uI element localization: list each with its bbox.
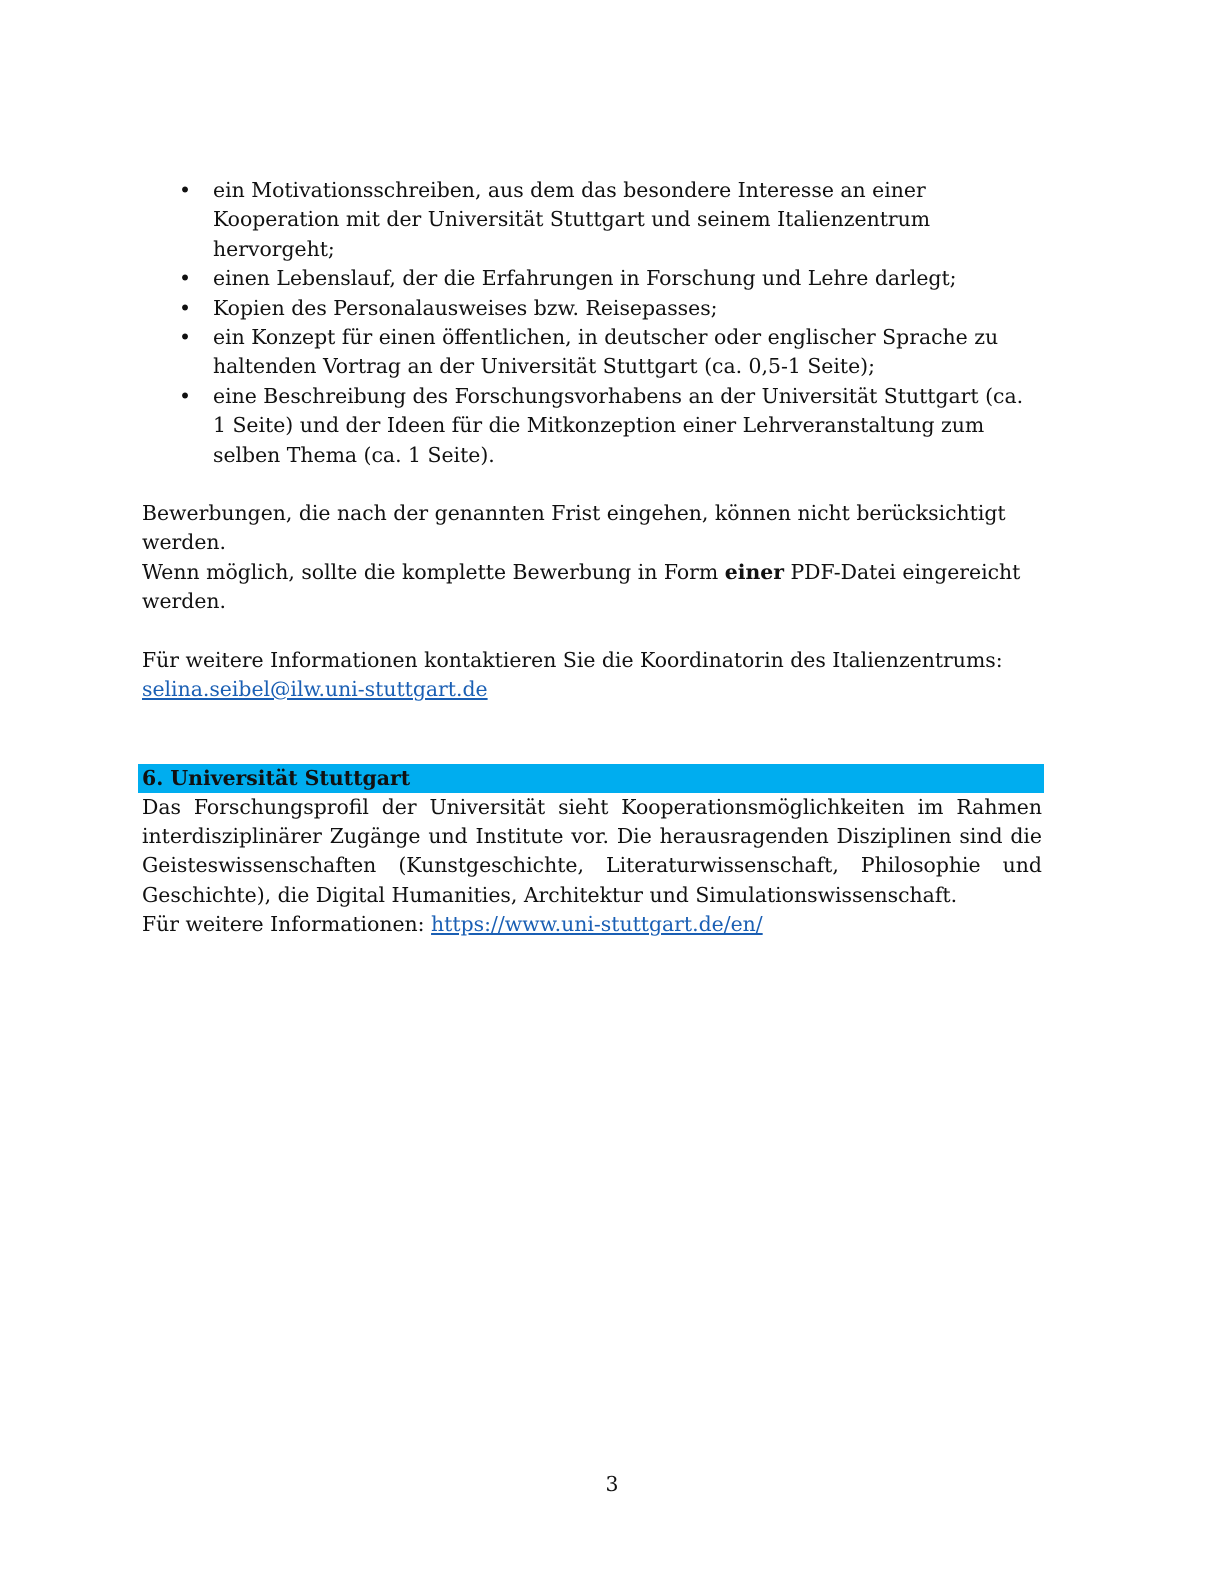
list-item-text: Kopien des Personalausweises bzw. Reisepasses;	[213, 295, 718, 320]
list-item	[142, 382, 1042, 470]
list-item	[142, 323, 1042, 382]
bullet-icon: •	[179, 325, 192, 350]
deadline-emphasis: einer	[724, 559, 784, 584]
bullet-icon: •	[179, 383, 192, 408]
deadline-text-after: PDF-Datei eingereicht werden.	[142, 559, 1021, 614]
deadline-line-2	[142, 558, 1042, 617]
list-item	[142, 176, 1042, 264]
bullet-icon: •	[179, 295, 192, 320]
requirements-list	[142, 176, 1042, 470]
list-item-text: ein Konzept für einen öffentlichen, in deutscher oder englischer Sprache zu haltenden Vortrag an der Universität Stuttgart (ca. 0,5-1 Seite);	[213, 325, 999, 379]
contact-email-link[interactable]: selina.seibel@ilw.uni-stuttgart.de	[142, 677, 488, 702]
deadline-paragraph	[142, 499, 1042, 617]
section-more-info	[142, 910, 1042, 939]
list-item-text: eine Beschreibung des Forschungsvorhabens an der Universität Stuttgart (ca. 1 Seite) und der Ideen für die Mitkonzeption einer Lehrveranstaltung zum selben Thema (ca. 1 Seite).	[213, 383, 1024, 467]
list-item	[142, 264, 1042, 293]
section-heading: 6. Universität Stuttgart	[138, 764, 1044, 793]
section-body: Das Forschungsprofil der Universität sieht Kooperationsmöglichkeiten im Rahmen interdisziplinärer Zugänge und Institute vor. Die herausragenden Disziplinen sind die Geisteswissenschaften (Kunstgeschichte, Literaturwissenschaft, Philosophie und Geschichte), die Digital Humanities, Architektur und Simulationswissenschaft.	[142, 794, 1042, 907]
page-number: 3	[605, 1472, 619, 1496]
deadline-text-before: Wenn möglich, sollte die komplette Bewerbung in Form	[142, 559, 725, 584]
university-website-link[interactable]: https://www.uni-stuttgart.de/en/	[431, 912, 763, 937]
deadline-line-1: Bewerbungen, die nach der genannten Frist eingehen, können nicht berücksichtigt werden.	[142, 501, 1006, 555]
list-item	[142, 294, 1042, 323]
bullet-icon: •	[179, 178, 192, 202]
page-content	[142, 176, 1042, 940]
contact-text: Für weitere Informationen kontaktieren Sie die Koordinatorin des Italienzentrums:	[142, 647, 1003, 672]
bullet-icon: •	[179, 266, 192, 291]
contact-paragraph	[142, 646, 1042, 705]
more-info-label: Für weitere Informationen:	[142, 912, 432, 937]
list-item-text: einen Lebenslauf, der die Erfahrungen in Forschung und Lehre darlegt;	[213, 266, 957, 291]
list-item-text: ein Motivationsschreiben, aus dem das besondere Interesse an einer Kooperation mit der Universität Stuttgart und seinem Italienzentrum hervorgeht;	[213, 178, 931, 261]
